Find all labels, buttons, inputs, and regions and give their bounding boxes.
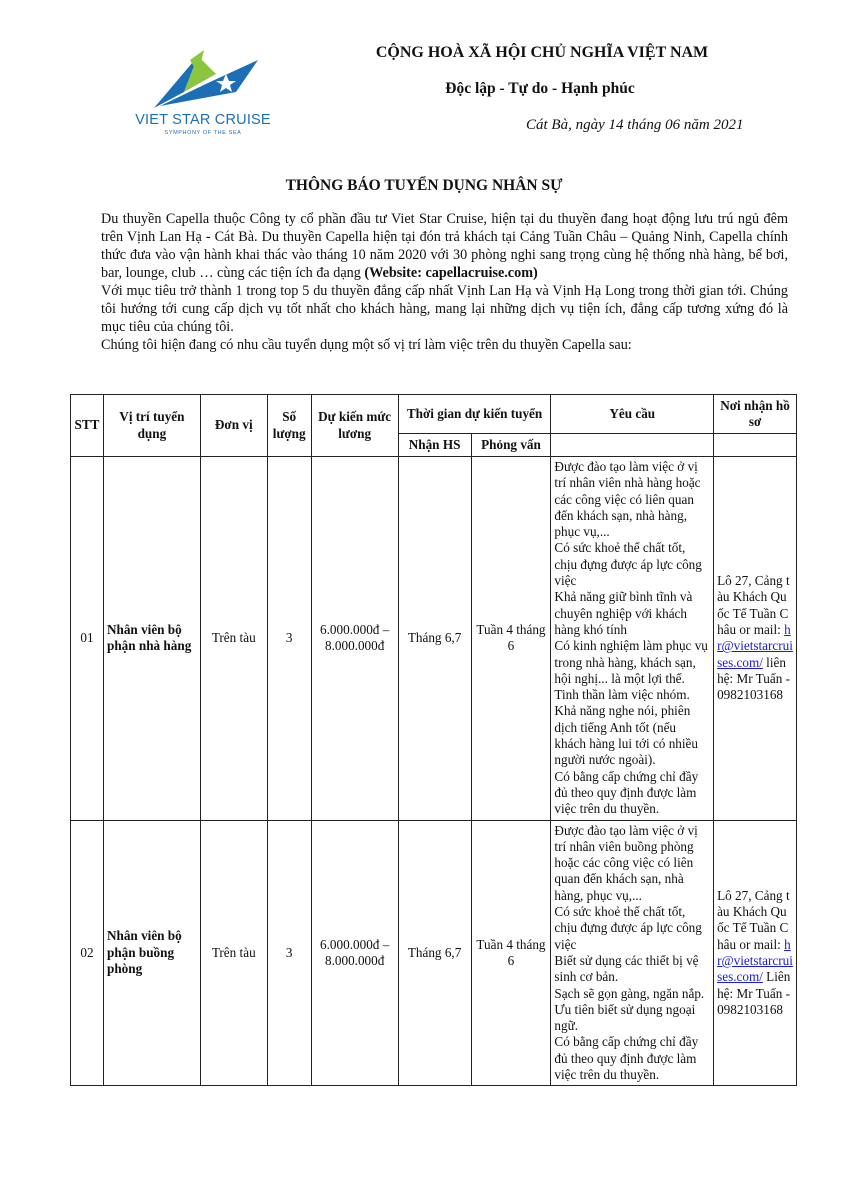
header-requirements-blank	[551, 434, 714, 457]
contact-person: Liên hệ: Mr Tuấn - 0982103168	[717, 969, 791, 1017]
requirement-item: Biết sử dụng các thiết bị vệ sinh cơ bản.	[554, 952, 699, 985]
row-requirements	[551, 820, 714, 1086]
intro-paragraph-1	[101, 210, 788, 282]
header-stt: STT	[71, 395, 104, 457]
motto-heading: Độc lập - Tự do - Hạnh phúc	[445, 80, 635, 97]
row-requirements	[551, 457, 714, 821]
row-interview: Tuần 4 tháng 6	[471, 820, 551, 1086]
requirement-item: Khả năng giữ bình tĩnh và chuyên nghiệp với khách hàng khó tính	[554, 589, 693, 637]
contact-email-link[interactable]: hr@vietstarcruises.com/	[717, 936, 793, 985]
row-salary: 6.000.000đ – 8.000.000đ	[311, 457, 398, 821]
company-logo	[128, 48, 278, 143]
table-header-row	[71, 395, 797, 434]
brand-tagline: SYMPHONY OF THE SEA	[164, 130, 242, 136]
contact-address: Lô 27, Cảng tàu Khách Quốc Tế Tuần Châu or mail:	[717, 573, 790, 637]
row-receive: Tháng 6,7	[398, 457, 471, 821]
row-contact	[714, 457, 797, 821]
requirement-item: Khả năng nghe nói, phiên dịch tiếng Anh tốt (nếu khách hàng lui tới có nhiều người nước ngoài).	[554, 703, 698, 768]
header-contact: Nơi nhận hồ sơ	[714, 395, 797, 434]
row-position: Nhân viên bộ phận buồng phòng	[103, 820, 200, 1086]
row-salary: 6.000.000đ – 8.000.000đ	[311, 820, 398, 1086]
requirement-item: Có sức khoẻ thể chất tốt, chịu đựng được áp lực công việc	[554, 540, 702, 589]
intro-text-1: Du thuyền Capella thuộc Công ty cổ phần đầu tư Viet Star Cruise, hiện tại du thuyền đang hoạt động lưu trú ngủ đêm trên Vịnh Lan Hạ - Cát Bà. Du thuyền Capella hiện tại đón trả khách tại Cảng Tuần Châu – Quảng Ninh, Capella chính thức đưa vào vận hành khai thác vào tháng 10 năm 2020 với 30 phòng nghi sang trọng cùng hệ thống nhà hàng, bể bơi, bar, lounge, club … cùng các tiện ích đa dạng	[101, 211, 788, 281]
row-stt: 02	[71, 820, 104, 1086]
requirement-item: Được đào tạo làm việc ở vị trí nhân viên buồng phòng hoặc các công việc có liên quan đến khách sạn, nhà hàng, phục vụ,...	[554, 822, 698, 903]
row-receive: Tháng 6,7	[398, 820, 471, 1086]
row-unit: Trên tàu	[200, 457, 267, 821]
row-quantity: 3	[267, 457, 311, 821]
requirement-item: Có bằng cấp chứng chỉ đầy đủ theo quy định được làm việc trên du thuyền.	[554, 1034, 699, 1082]
contact-person: liên hệ: Mr Tuấn - 0982103168	[717, 654, 790, 703]
requirement-item: Có kinh nghiệm làm phục vụ trong nhà hàng, khách sạn, hội nghị... là một lợi thế.	[554, 638, 708, 686]
requirement-item: Có bằng cấp chứng chỉ đầy đủ theo quy định được làm việc trên du thuyền.	[554, 768, 699, 817]
row-position: Nhân viên bộ phận nhà hàng	[103, 457, 200, 821]
intro-paragraph-2: Với mục tiêu trở thành 1 trong top 5 du thuyền đẳng cấp nhất Vịnh Lan Hạ và Vịnh Hạ Long trong thời gian tới. Chúng tôi hướng tới cung cấp dịch vụ tốt nhất cho khách hàng, mang lại những dịch vụ tiện ích, đẳng cấp tương xứng đó là mục tiêu của chúng tôi.	[101, 283, 788, 335]
country-heading: CỘNG HOÀ XÃ HỘI CHỦ NGHĨA VIỆT NAM	[375, 44, 709, 61]
row-interview: Tuần 4 tháng 6	[471, 457, 551, 821]
header-requirements: Yêu cầu	[551, 395, 714, 434]
intro-section	[101, 210, 788, 354]
requirement-item: Được đào tạo làm việc ở vị trí nhân viên nhà hàng hoặc các công việc có liên quan đến khách sạn, nhà hàng, phục vụ,...	[554, 459, 701, 540]
header-receive: Nhận HS	[398, 434, 471, 457]
header-position: Vị trí tuyển dụng	[103, 395, 200, 457]
requirement-item: Sạch sẽ gọn gàng, ngăn nắp.	[554, 985, 705, 1001]
contact-address: Lô 27, Cảng tàu Khách Quốc Tế Tuần Châu or mail:	[717, 887, 790, 952]
header-unit: Đơn vị	[200, 395, 267, 457]
row-unit: Trên tàu	[200, 820, 267, 1086]
table-row	[71, 457, 797, 821]
row-stt: 01	[71, 457, 104, 821]
recruitment-table	[70, 394, 797, 1086]
row-quantity: 3	[267, 820, 311, 1086]
intro-paragraph-3: Chúng tôi hiện đang có nhu cầu tuyển dụng một số vị trí làm việc trên du thuyền Capella sau:	[101, 337, 632, 353]
header-schedule: Thời gian dự kiến tuyển	[398, 395, 551, 434]
header-contact-blank	[714, 434, 797, 457]
document-title: THÔNG BÁO TUYỂN DỤNG NHÂN SỰ	[285, 177, 563, 194]
requirement-item: Ưu tiên biết sử dụng ngoại ngữ.	[554, 1001, 696, 1034]
header-salary: Dự kiến mức lương	[311, 395, 398, 457]
header-quantity: Số lượng	[267, 395, 311, 457]
requirement-item: Tinh thần làm việc nhóm.	[554, 687, 690, 703]
place-date: Cát Bà, ngày 14 tháng 06 năm 2021	[526, 117, 744, 133]
requirement-item: Có sức khoẻ thể chất tốt, chịu đựng được áp lực công việc	[554, 904, 702, 952]
table-row	[71, 820, 797, 1086]
star-sail-icon	[140, 48, 260, 110]
row-contact	[714, 820, 797, 1086]
header-interview: Phỏng vấn	[471, 434, 551, 457]
website-note: (Website: capellacruise.com)	[364, 265, 538, 281]
contact-email-link[interactable]: hr@vietstarcruises.com/	[717, 621, 793, 670]
brand-name: VIET STAR CRUISE	[135, 112, 271, 128]
